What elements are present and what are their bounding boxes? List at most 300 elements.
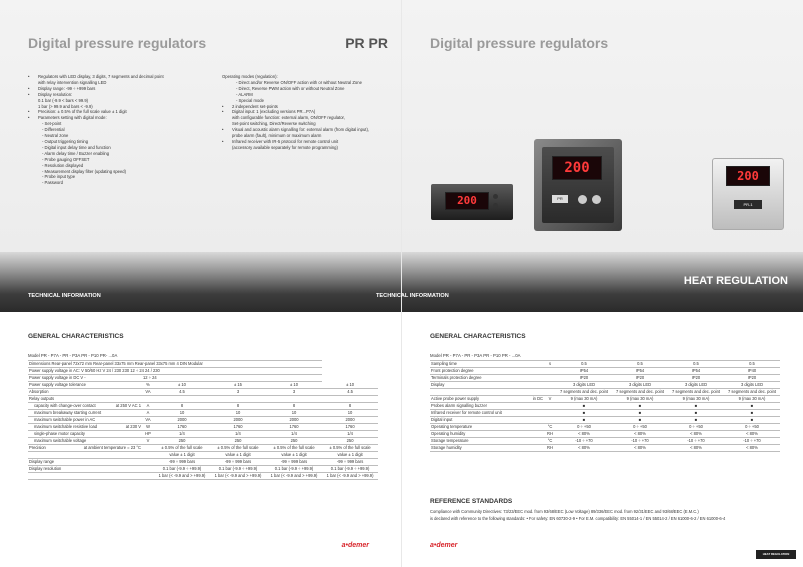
- lcd-display: 200: [445, 192, 489, 210]
- table-cell: [612, 382, 668, 389]
- table-cell: [322, 466, 378, 473]
- table-cell: [556, 375, 612, 382]
- cell-text: 0.5: [749, 361, 755, 367]
- table-cell: [556, 438, 612, 445]
- lcd-display: 200: [726, 166, 770, 186]
- feature-line: • Precision: ± 0.5% of the full scale value ± 1 digit: [28, 109, 164, 115]
- table-cell: [430, 361, 544, 368]
- table-row: [430, 361, 780, 368]
- cell-text: 7 segments and dec. point: [559, 389, 609, 395]
- cell-text: maximum switchable power in AC: [34, 417, 96, 423]
- cell-text: 1/4: [179, 431, 185, 437]
- table-row: [430, 382, 780, 389]
- cell-text: < 80%: [634, 431, 646, 437]
- table-row: [28, 368, 378, 375]
- table-cell: [28, 459, 142, 466]
- cell-text: Display: [431, 382, 445, 388]
- cell-text: s: [548, 361, 552, 367]
- table-cell: [210, 466, 266, 473]
- table-cell: [544, 403, 556, 410]
- feature-line: (accessory available separately for remote programming): [232, 144, 338, 150]
- cell-text: ■: [750, 417, 754, 423]
- cell-text: 0.5: [693, 361, 699, 367]
- cell-text: IP20: [579, 375, 589, 381]
- table-cell: [28, 438, 142, 445]
- table-cell: [668, 368, 724, 375]
- table-row: [28, 403, 378, 410]
- table-cell: [266, 424, 322, 431]
- cell-text: IP20: [635, 375, 645, 381]
- cell-text: 0 ÷ +50: [633, 424, 647, 430]
- table-cell: [210, 452, 266, 459]
- table-cell: [154, 431, 210, 438]
- feature-line: - Direct, Reverse PWM action with or without Neutral Zone: [236, 85, 345, 91]
- cell-text: 0 ÷ +50: [745, 424, 759, 430]
- table-cell: [724, 438, 780, 445]
- feature-line: Set-point switching, Direct/Reverse switching: [232, 121, 316, 127]
- table-cell: [142, 466, 154, 473]
- cell-text: °C: [547, 424, 553, 430]
- table-cell: [556, 403, 612, 410]
- cell-text: 2000: [345, 417, 355, 423]
- ademer-logo: a•demer: [430, 542, 458, 549]
- table-cell: [210, 459, 266, 466]
- cell-text: ± 0.5% of the full scale: [329, 445, 371, 451]
- cell-text: ■: [694, 417, 698, 423]
- cell-text: ■: [694, 410, 698, 416]
- model-line: Model PR - P7A - PR - P3A PR - P10 PR- ...0A: [28, 353, 118, 358]
- cell-text: 0.5: [637, 361, 643, 367]
- cell-text: < 80%: [746, 445, 758, 451]
- table-cell: [556, 389, 612, 396]
- cell-text: Power supply voltage tolerance: [29, 382, 86, 388]
- cell-text: 3 digits LED: [684, 382, 708, 388]
- cell-text: 9 (max 30 mA): [570, 396, 598, 402]
- features-column-2: [222, 74, 369, 151]
- cell-text: RH: [547, 445, 553, 451]
- table-cell: [142, 452, 154, 459]
- table-cell: [210, 431, 266, 438]
- spec-table-left: [28, 360, 378, 480]
- cell-text: ■: [750, 410, 754, 416]
- cell-text: Digital input: [431, 417, 453, 423]
- table-cell: [430, 368, 544, 375]
- cell-text: maximum switchable voltage: [34, 438, 87, 444]
- cell-text: Storage temperature: [431, 438, 469, 444]
- cell-text: RH: [547, 431, 553, 437]
- table-cell: [668, 424, 724, 431]
- table-cell: [142, 445, 154, 452]
- table-cell: [556, 361, 612, 368]
- cell-text: IP54: [691, 368, 701, 374]
- table-cell: [142, 403, 154, 410]
- table-cell: [210, 445, 266, 452]
- table-cell: [266, 452, 322, 459]
- table-row: [430, 403, 780, 410]
- table-cell: [544, 396, 556, 403]
- cell-text: IP54: [635, 368, 645, 374]
- device-panel-33x75: [431, 178, 513, 225]
- left-page: [0, 0, 401, 567]
- table-cell: [322, 424, 378, 431]
- table-cell: [322, 403, 378, 410]
- cell-text: IP54: [579, 368, 589, 374]
- feature-line: • Infrared receiver with IR-5 protocol for remote control unit: [222, 139, 369, 145]
- table-row: [28, 445, 378, 452]
- cell-text: 9 (max 30 mA): [682, 396, 710, 402]
- cell-text: maximum breakaway starting current: [34, 410, 102, 416]
- table-cell: [544, 382, 556, 389]
- table-cell: [322, 459, 378, 466]
- page-title: Digital pressure regulators: [430, 35, 609, 51]
- table-cell: [724, 382, 780, 389]
- table-cell: [668, 417, 724, 424]
- feature-line: • Parameters setting with digital mode:: [28, 115, 164, 121]
- ademer-logo: a•demer: [341, 542, 369, 549]
- cell-text: 2000: [177, 417, 187, 423]
- table-cell: [154, 438, 210, 445]
- cell-text: < 80%: [690, 445, 702, 451]
- table-cell: [544, 368, 556, 375]
- cell-text: ■: [638, 403, 642, 409]
- cell-text: ■: [638, 417, 642, 423]
- cell-text: 0 ÷ +50: [577, 424, 591, 430]
- cell-condition: in DC: [532, 396, 543, 402]
- dark-band: [0, 252, 401, 312]
- cell-text: < 80%: [634, 445, 646, 451]
- table-row: [28, 382, 378, 389]
- table-cell: [266, 466, 322, 473]
- cell-text: -10 ÷ +70: [575, 438, 593, 444]
- table-cell: [266, 403, 322, 410]
- table-cell: [142, 417, 154, 424]
- table-row: [430, 445, 780, 452]
- table-cell: [266, 431, 322, 438]
- feature-line: - ALARM: [236, 91, 253, 97]
- table-cell: [430, 403, 544, 410]
- cell-text: 1 bar (< -9.9 and > +99.9): [214, 473, 262, 479]
- features-column-1: [28, 74, 164, 186]
- button-icon: [578, 195, 587, 204]
- table-row: [430, 410, 780, 417]
- cell-text: 8: [180, 403, 184, 409]
- cell-text: %: [146, 382, 150, 388]
- cell-text: Storage humidity: [431, 445, 462, 451]
- table-cell: [210, 473, 266, 480]
- feature-line: 1 bar (> 99.9 and bars < -9.9): [38, 103, 93, 109]
- cell-text: Absorption: [29, 389, 49, 395]
- cell-text: ■: [582, 417, 586, 423]
- cell-text: -10 ÷ +70: [743, 438, 761, 444]
- table-cell: [28, 417, 142, 424]
- table-cell: [142, 424, 154, 431]
- cell-text: Front protection degree: [431, 368, 474, 374]
- table-cell: [430, 375, 544, 382]
- cell-text: 10: [235, 410, 241, 416]
- cell-text: V: [146, 438, 150, 444]
- cell-text: 10: [179, 410, 185, 416]
- table-cell: [544, 438, 556, 445]
- cell-text: 0 ÷ +50: [689, 424, 703, 430]
- table-cell: [430, 431, 544, 438]
- cell-text: Display range: [29, 459, 55, 465]
- cell-text: 1760: [289, 424, 299, 430]
- table-cell: [430, 382, 544, 389]
- general-characteristics-title: GENERAL CHARACTERISTICS: [430, 333, 526, 340]
- cell-text: Power supply voltage in AC: V 50/60 Hz V 24 / 230 230 12 ÷ 24 24 / 230: [29, 368, 160, 374]
- feature-line: • Visual and acoustic alarm signalling for: external alarm (from digital input),: [222, 127, 369, 133]
- table-cell: [612, 403, 668, 410]
- table-cell: [724, 361, 780, 368]
- footer-tag: HEAT REGULATION: [756, 550, 796, 559]
- table-cell: [210, 389, 266, 396]
- feature-line: • Regulators with LED display, 3 digits, 7 segments and decimal point: [28, 74, 164, 80]
- table-cell: [322, 438, 378, 445]
- table-cell: [266, 389, 322, 396]
- cell-text: -99 ÷ 999 bars: [168, 459, 196, 465]
- cell-text: 8: [292, 403, 296, 409]
- table-cell: [724, 389, 780, 396]
- cell-text: 1760: [177, 424, 187, 430]
- table-cell: [154, 466, 210, 473]
- table-cell: [724, 424, 780, 431]
- lcd-display: 200: [552, 156, 602, 180]
- cell-text: 9 (max 30 mA): [738, 396, 766, 402]
- table-cell: [28, 396, 378, 403]
- table-cell: [430, 424, 544, 431]
- table-cell: [724, 410, 780, 417]
- table-cell: [142, 459, 154, 466]
- table-cell: [142, 410, 154, 417]
- cell-text: 4.5: [179, 389, 185, 395]
- table-row: [28, 361, 378, 368]
- cell-text: ± 10: [346, 382, 355, 388]
- table-cell: [266, 473, 322, 480]
- cell-text: 2000: [233, 417, 243, 423]
- cell-text: °C: [547, 438, 553, 444]
- table-cell: [154, 473, 210, 480]
- table-cell: [612, 361, 668, 368]
- table-cell: [142, 431, 154, 438]
- table-cell: [322, 389, 378, 396]
- cell-text: 1760: [345, 424, 355, 430]
- table-row: [28, 473, 378, 480]
- table-row: [430, 424, 780, 431]
- feature-line: - Password: [42, 180, 63, 186]
- reference-line-2: is declared with reference to the following standards: • For safety: EN 60730-2-9 • For E.M. compatibility: EN 55014-1 / EN 55014-2 / EN 61000-6-2 / EN 61000-6-4: [430, 516, 726, 521]
- cell-text: 1760: [233, 424, 243, 430]
- table-cell: [668, 403, 724, 410]
- device-label: PR: [552, 195, 568, 203]
- cell-text: 3 digits LED: [740, 382, 764, 388]
- button-icon: [592, 195, 601, 204]
- feature-line: - Digital input delay time and function: [42, 144, 111, 150]
- table-cell: [266, 459, 322, 466]
- heat-regulation-title: HEAT REGULATION: [683, 275, 788, 287]
- table-cell: [724, 368, 780, 375]
- cell-text: < 80%: [746, 431, 758, 437]
- cell-condition: at ambient temperature = 23 °C: [83, 445, 141, 451]
- table-row: [28, 424, 378, 431]
- cell-text: Precision: [29, 445, 46, 451]
- cell-text: VA: [145, 389, 151, 395]
- table-cell: [28, 424, 142, 431]
- table-cell: [28, 382, 142, 389]
- general-characteristics-title: GENERAL CHARACTERISTICS: [28, 333, 124, 340]
- table-cell: [668, 410, 724, 417]
- table-cell: [612, 445, 668, 452]
- cell-text: 250: [290, 438, 298, 444]
- table-cell: [28, 403, 142, 410]
- cell-text: 1 bar (< -9.9 and > +99.9): [326, 473, 374, 479]
- table-cell: [28, 473, 142, 480]
- cell-text: 7 segments and dec. point: [615, 389, 665, 395]
- table-cell: [556, 445, 612, 452]
- cell-text: 0.1 bar (-9.9 ÷ +99.9): [218, 466, 258, 472]
- right-page: [376, 0, 802, 567]
- feature-line: - Output triggering timing: [42, 138, 89, 144]
- reference-standards-title: REFERENCE STANDARDS: [430, 498, 513, 505]
- cell-text: Dimensions Rear-panel 72x72 mm Rear-panel 33x75 mm Rear-panel 33x75 mm 4 DIN Modular: [29, 361, 203, 367]
- table-row: [28, 410, 378, 417]
- cell-text: 3: [236, 389, 240, 395]
- table-cell: [612, 368, 668, 375]
- cell-text: 250: [234, 438, 242, 444]
- table-cell: [28, 466, 142, 473]
- table-cell: [430, 438, 544, 445]
- table-cell: [556, 424, 612, 431]
- cell-text: IP20: [747, 375, 757, 381]
- table-cell: [210, 410, 266, 417]
- technical-information-heading: TECHNICAL INFORMATION: [376, 293, 449, 299]
- table-cell: [322, 473, 378, 480]
- cell-text: value ± 1 digit: [337, 452, 363, 458]
- table-cell: [210, 424, 266, 431]
- cell-text: single-phase motor capacity: [34, 431, 85, 437]
- table-cell: [266, 410, 322, 417]
- table-row: [28, 375, 378, 382]
- table-cell: [210, 403, 266, 410]
- table-cell: [668, 389, 724, 396]
- feature-line: - Resolution displayed: [42, 162, 84, 168]
- cell-text: 7 segments and dec. point: [727, 389, 777, 395]
- cell-condition: at 230 V: [125, 424, 141, 430]
- table-cell: [28, 375, 142, 382]
- table-row: [28, 389, 378, 396]
- feature-line: • Display range: -99 ÷ +999 bars: [28, 86, 164, 92]
- cell-text: IP20: [691, 375, 701, 381]
- feature-line: - Neutral zone: [42, 133, 69, 139]
- table-cell: [668, 361, 724, 368]
- cell-text: 1 bar (< -9.9 and > +99.9): [270, 473, 318, 479]
- table-row: [430, 417, 780, 424]
- table-cell: [142, 382, 154, 389]
- cell-text: VA: [145, 417, 151, 423]
- cell-text: 250: [178, 438, 186, 444]
- cell-text: 250: [346, 438, 354, 444]
- table-cell: [556, 410, 612, 417]
- cell-text: 0.5: [581, 361, 587, 367]
- table-cell: [556, 368, 612, 375]
- cell-text: 3 digits LED: [572, 382, 596, 388]
- cell-text: value ± 1 digit: [225, 452, 251, 458]
- table-cell: [210, 417, 266, 424]
- table-cell: [556, 396, 612, 403]
- cell-text: 10: [347, 410, 353, 416]
- cell-text: 9 (max 30 mA): [626, 396, 654, 402]
- table-row: [430, 438, 780, 445]
- table-cell: [556, 417, 612, 424]
- table-cell: [544, 361, 556, 368]
- table-cell: [544, 417, 556, 424]
- cell-text: Sampling time: [431, 361, 457, 367]
- table-row: [430, 431, 780, 438]
- table-cell: [724, 375, 780, 382]
- feature-line: with configurable function: external alarm, ON/OFF regulator,: [232, 115, 345, 121]
- table-cell: [266, 445, 322, 452]
- table-row: [430, 396, 780, 403]
- table-cell: [154, 403, 210, 410]
- table-row: [28, 466, 378, 473]
- cell-text: 1 bar (< -9.9 and > +99.9): [158, 473, 206, 479]
- table-cell: [612, 389, 668, 396]
- table-cell: [544, 445, 556, 452]
- table-cell: [556, 382, 612, 389]
- cell-text: 12 ÷ 24: [143, 375, 157, 381]
- table-cell: [142, 375, 322, 382]
- table-cell: [544, 410, 556, 417]
- table-cell: [210, 382, 266, 389]
- table-cell: [668, 445, 724, 452]
- cell-text: IP40: [747, 368, 757, 374]
- cell-text: ■: [582, 410, 586, 416]
- cell-text: Operating humidity: [431, 431, 466, 437]
- table-cell: [28, 410, 142, 417]
- pr-tag: PR PR: [345, 35, 388, 51]
- feature-line: Operating modes (regulation):: [222, 74, 278, 79]
- button-icon: [493, 194, 498, 199]
- table-cell: [28, 431, 142, 438]
- table-cell: [668, 382, 724, 389]
- cell-condition: at 250 V AC 1: [115, 403, 141, 409]
- cell-text: A: [146, 403, 150, 409]
- cell-text: -10 ÷ +70: [631, 438, 649, 444]
- table-cell: [544, 389, 556, 396]
- cell-text: Operating temperature: [431, 424, 473, 430]
- feature-line: - Special mode: [236, 97, 264, 103]
- cell-text: -99 ÷ 999 bars: [336, 459, 364, 465]
- table-cell: [266, 417, 322, 424]
- cell-text: value ± 1 digit: [281, 452, 307, 458]
- cell-text: 4.5: [347, 389, 353, 395]
- table-cell: [612, 396, 668, 403]
- table-cell: [430, 417, 544, 424]
- cell-text: -99 ÷ 999 bars: [280, 459, 308, 465]
- cell-text: capacity with change-over contact: [34, 403, 96, 409]
- table-row: [430, 368, 780, 375]
- technical-information-heading: TECHNICAL INFORMATION: [28, 293, 101, 299]
- table-cell: [612, 410, 668, 417]
- table-cell: [430, 410, 544, 417]
- feature-line: 0.1 bar (-9.9 < bars < 99.9): [38, 97, 89, 103]
- cell-text: HP: [145, 431, 151, 437]
- table-cell: [322, 452, 378, 459]
- table-cell: [724, 431, 780, 438]
- cell-text: 1/4: [291, 431, 297, 437]
- cell-text: ± 0.5% of the full scale: [217, 445, 259, 451]
- table-cell: [28, 445, 142, 452]
- device-panel-72x72: [534, 139, 622, 231]
